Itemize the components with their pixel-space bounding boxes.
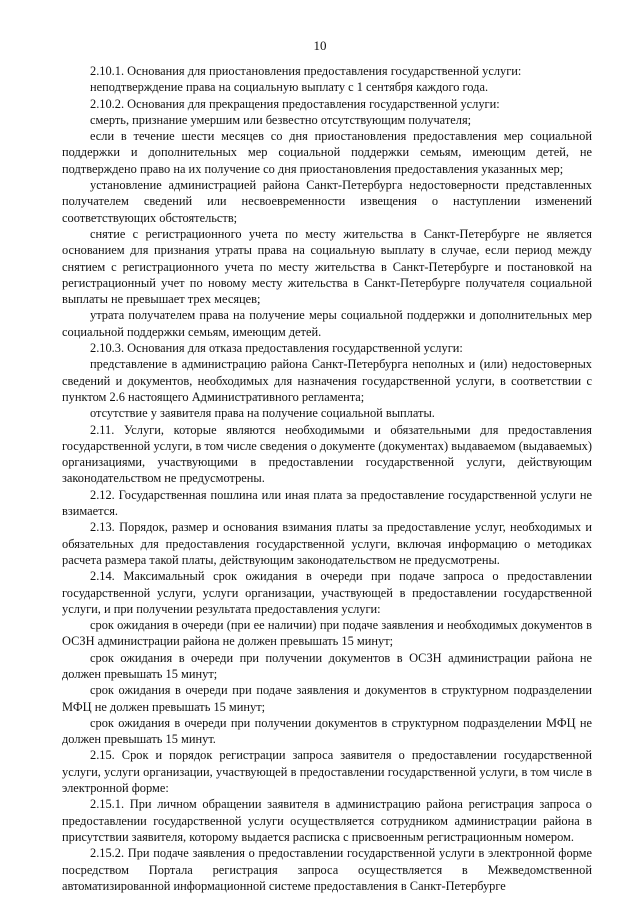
paragraph-suspension-ground: неподтверждение права на социальную выплату с 1 сентября каждого года.	[90, 80, 489, 95]
paragraph-queue-submission: срок ожидания в очереди (при ее наличии) при подаче заявления и необходимых документов в ОСЗН администрации района не должен превышать 15 минут;	[62, 618, 592, 649]
paragraph-queue-receipt: срок ожидания в очереди при получении документов в ОСЗН администрации района не должен превышать 15 минут;	[62, 650, 592, 681]
paragraph-queue-mfc-submission: срок ожидания в очереди при подаче заявления и документов в структурном подразделении МФЦ не должен превышать 15 минут;	[62, 683, 592, 714]
paragraph-2-10-1: 2.10.1. Основания для приостановления предоставления государственной услуги:	[90, 64, 522, 78]
paragraph-2-14: 2.14. Максимальный срок ожидания в очереди при подаче запроса о предоставлении государственной услуги, услуги организации, участвующей в предоставлении государственной услуги, и при получении результата предоставления услуги:	[62, 569, 592, 616]
paragraph-2-13: 2.13. Порядок, размер и основания взимания платы за предоставление услуг, необходимых и обязательных для предоставления государственной услуги, включая информацию о методиках расчета размера такой платы, действующим законодательством не предусмотрены.	[62, 520, 592, 567]
paragraph-termination-death: смерть, признание умершим или безвестно отсутствующим получателя;	[90, 112, 472, 127]
paragraph-refusal-incomplete: представление в администрацию района Санкт-Петербурга неполных и (или) недостоверных сведений и документов, необходимых для назначения государственной услуги, в соответствии с пунктом 2.6 настоящего Административного регламента;	[62, 357, 592, 404]
paragraph-termination-six-months: если в течение шести месяцев со дня приостановления предоставления мер социальной поддержки и дополнительных мер социальной поддержки семьям, имеющим детей, не подтверждено право на их получение со дня приостановления предоставления указанных мер;	[62, 129, 592, 176]
paragraph-2-15-1: 2.15.1. При личном обращении заявителя в администрацию района регистрация запроса о предоставлении государственной услуги осуществляется сотрудником администрации района в присутствии заявителя, которому выдается расписка с присвоенным регистрационным номером.	[62, 797, 592, 844]
paragraph-termination-false-data: установление администрацией района Санкт-Петербурга недостоверности представленных получателем сведений или несвоевременности извещения о наступлении изменений соответствующих обстоятельств;	[62, 178, 592, 225]
paragraph-2-11: 2.11. Услуги, которые являются необходимыми и обязательными для предоставления государственной услуги, в том числе сведения о документе (документах) выдаваемом (выдаваемых) организациями, участвующими в предоставлении государственной услуги, действующим законодательством не предусмотрены.	[62, 422, 592, 486]
document-body	[62, 63, 592, 894]
paragraph-2-10-3: 2.10.3. Основания для отказа предоставления государственной услуги:	[90, 341, 463, 356]
paragraph-refusal-no-right: отсутствие у заявителя права на получение социальной выплаты.	[90, 406, 435, 421]
paragraph-deregistration: снятие с регистрационного учета по месту жительства в Санкт-Петербурге не является основанием для признания утраты права на социальную выплату в случае, если период между снятием с регистрационного учета по месту жительства в Санкт-Петербурге и постановкой на регистрационный учет по новому месту жительства в Санкт-Петербурге получателя социальной выплаты не превышает трех месяцев;	[62, 226, 592, 307]
paragraph-2-10-2: 2.10.2. Основания для прекращения предоставления государственной услуги:	[90, 96, 500, 111]
page-number: 10	[313, 38, 327, 53]
paragraph-queue-mfc-receipt: срок ожидания в очереди при получении документов в структурном подразделении МФЦ не должен превышать 15 минут.	[62, 715, 592, 747]
paragraph-2-15-2: 2.15.2. При подаче заявления о предоставлении государственной услуги в электронной форме посредством Портала регистрация запроса осуществляется в Межведомственной автоматизированной информационной системе предоставления в Санкт-Петербурге	[62, 846, 592, 893]
paragraph-2-15: 2.15. Срок и порядок регистрации запроса заявителя о предоставлении государственной услуги, услуги организации, участвующей в предоставлении государственной услуги, в том числе в электронной форме:	[62, 748, 592, 796]
paragraph-loss-of-right: утрата получателем права на получение меры социальной поддержки и дополнительных мер социальной поддержки семьям, имеющим детей.	[62, 308, 592, 339]
paragraph-2-12: 2.12. Государственная пошлина или иная плата за предоставление государственной услуги не взимается.	[62, 487, 592, 519]
